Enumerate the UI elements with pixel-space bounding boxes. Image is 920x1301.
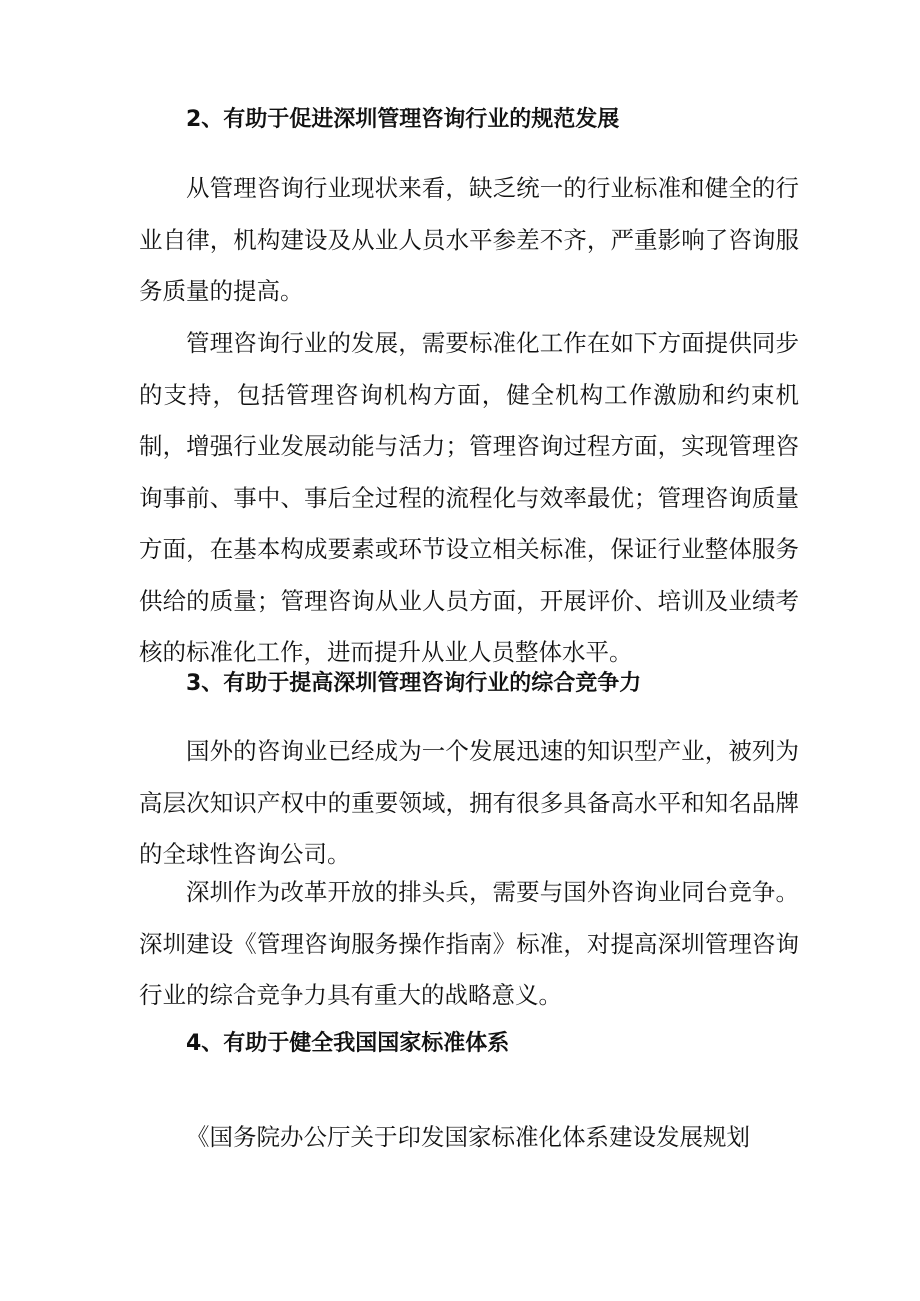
paragraph: 国外的咨询业已经成为一个发展迅速的知识型产业，被列为高层次知识产权中的重要领域，拥有很多具备高水平和知名品牌的全球性咨询公司。: [139, 737, 799, 868]
paragraph: 管理咨询行业的发展，需要标准化工作在如下方面提供同步的支持，包括管理咨询机构方面，健全机构工作激励和约束机制，增强行业发展动能与活力；管理咨询过程方面，实现管理咨询事前、事中、事后全过程的流程化与效率最优；管理咨询质量方面，在基本构成要素或环节设立相关标准，保证行业整体服务供给的质量；管理咨询从业人员方面，开展评价、培训及业绩考核的标准化工作，进而提升从业人员整体水平。: [139, 329, 799, 666]
paragraph: 《国务院办公厅关于印发国家标准化体系建设发展规划: [186, 1123, 750, 1151]
paragraph: 从管理咨询行业现状来看，缺乏统一的行业标准和健全的行业自律，机构建设及从业人员水平参差不齐，严重影响了咨询服务质量的提高。: [139, 174, 799, 305]
section-heading: 3、有助于提高深圳管理咨询行业的综合竞争力: [186, 671, 642, 696]
paragraph: 深圳作为改革开放的排头兵，需要与国外咨询业同台竞争。深圳建设《管理咨询服务操作指南》标准，对提高深圳管理咨询行业的综合竞争力具有重大的战略意义。: [139, 878, 799, 1009]
section-heading: 4、有助于健全我国国家标准体系: [186, 1031, 510, 1056]
section-heading: 2、有助于促进深圳管理咨询行业的规范发展: [186, 107, 620, 132]
